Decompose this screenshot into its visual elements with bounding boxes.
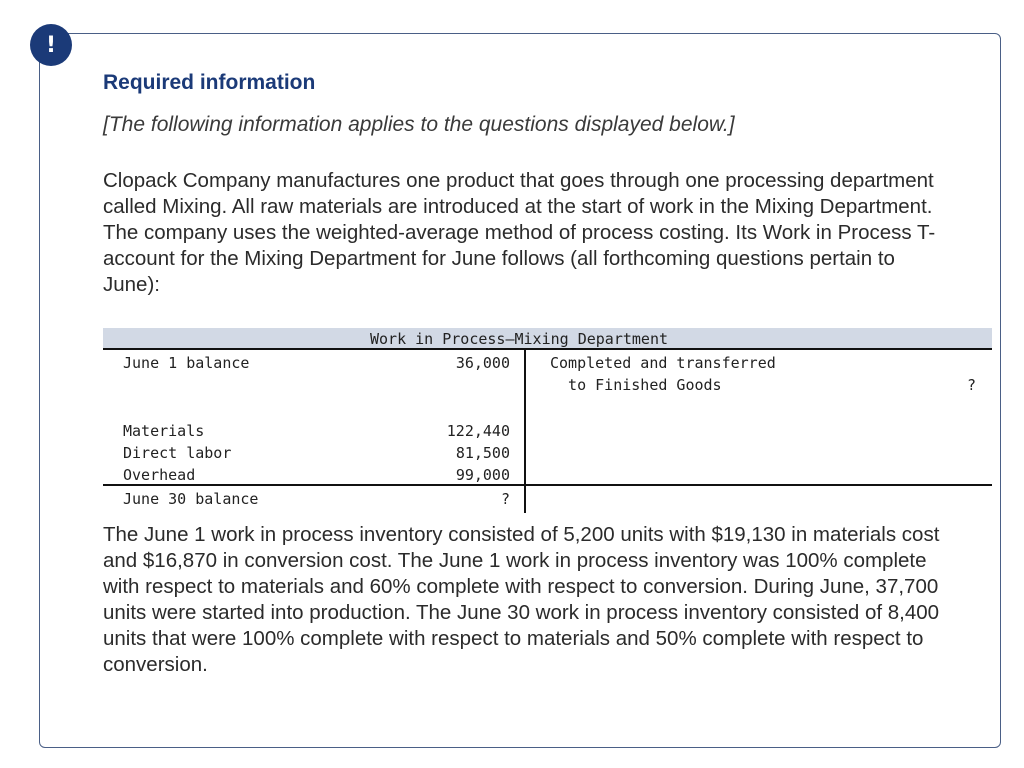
t-credit-transferred-amount: ? [966, 376, 976, 394]
t-label: Overhead [123, 466, 196, 484]
t-row-direct-labor [103, 442, 524, 464]
t-account-vertical-rule [524, 350, 526, 513]
page-title: Required information [103, 71, 316, 94]
t-account-title: Work in Process—Mixing Department [103, 328, 992, 350]
t-label: June 30 balance [123, 490, 259, 508]
t-label: June 1 balance [123, 354, 250, 372]
context-note: [The following information applies to the questions displayed below.] [103, 113, 735, 136]
alert-icon: ! [30, 24, 72, 66]
intro-paragraph: Clopack Company manufactures one product that goes through one processing department called Mixing. All raw materials are introduced at the start of work in the Mixing Department. The company uses the weighted-average method of process costing. Its Work in Process T-account for the Mixing Department for June follows (all forthcoming questions pertain to June): [103, 169, 936, 296]
t-row-opening-balance [103, 352, 524, 374]
t-label: Direct labor [123, 444, 232, 462]
t-row-overhead [103, 464, 524, 486]
t-row-materials [103, 420, 524, 442]
t-amount: ? [500, 490, 510, 508]
t-label: Materials [123, 422, 205, 440]
t-amount: 81,500 [455, 444, 510, 462]
t-row-closing-balance [103, 488, 524, 510]
t-amount: 99,000 [455, 466, 510, 484]
t-account-table [103, 328, 992, 513]
t-credit-transferred-label: Completed and transferred to Finished Goods [550, 354, 776, 394]
t-amount: 122,440 [446, 422, 510, 440]
details-paragraph: The June 1 work in process inventory consisted of 5,200 units with $19,130 in materials cost and $16,870 in conversion cost. The June 1 work in process inventory was 100% complete with respect to materials and 60% complete with respect to conversion. During June, 37,700 units were started into production. The June 30 work in process inventory consisted of 8,400 units that were 100% complete with respect to materials and 50% complete with respect to conversion. [103, 523, 940, 676]
t-account-body [103, 350, 992, 513]
t-amount: 36,000 [455, 354, 510, 372]
